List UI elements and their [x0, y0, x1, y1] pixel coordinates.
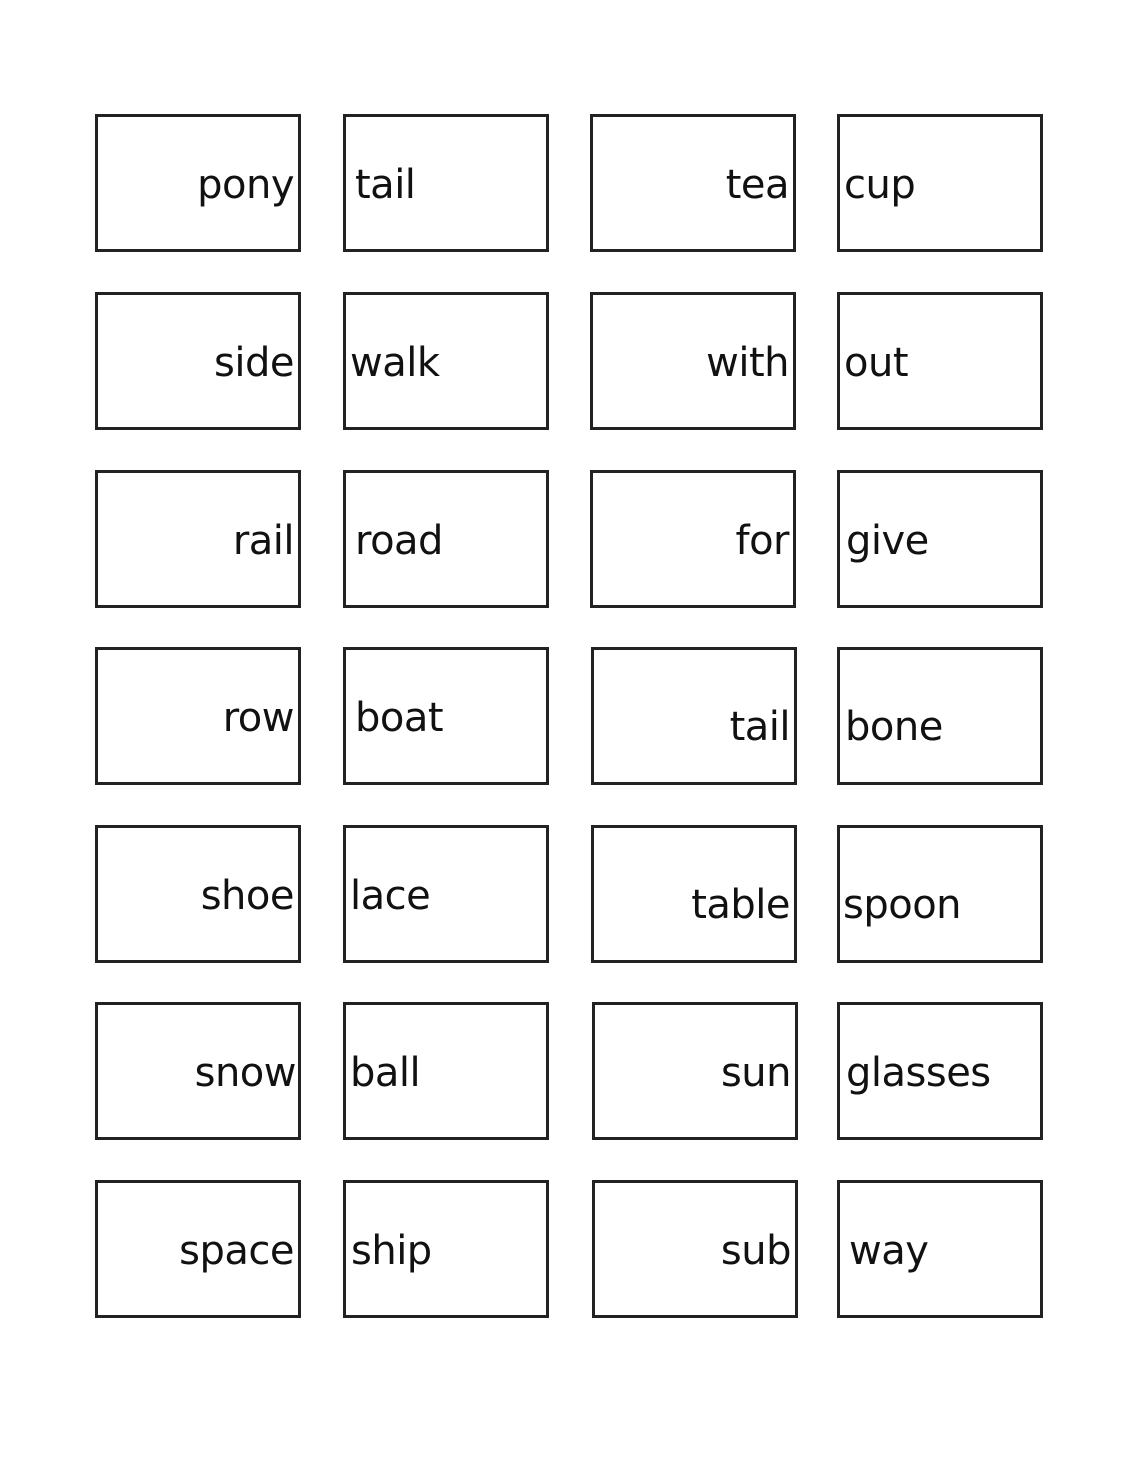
- card-second-10: [837, 825, 1043, 963]
- card-word: road: [355, 518, 443, 564]
- card-word: space: [179, 1228, 294, 1274]
- card-first-4: [590, 292, 796, 430]
- card-second-1: [343, 114, 549, 252]
- card-second-6: [837, 470, 1043, 608]
- card-word: table: [691, 882, 790, 928]
- card-word: out: [844, 340, 909, 386]
- card-first-13: [95, 1180, 301, 1318]
- card-word: boat: [355, 695, 444, 741]
- card-word: walk: [350, 340, 440, 386]
- card-word: sun: [720, 1050, 791, 1096]
- card-word: cup: [844, 162, 916, 208]
- card-second-13: [343, 1180, 549, 1318]
- card-word: ship: [351, 1228, 432, 1274]
- card-first-9: [95, 825, 301, 963]
- card-word: lace: [350, 873, 431, 919]
- card-first-14: [592, 1180, 798, 1318]
- card-first-1: [95, 114, 301, 252]
- card-first-8: [591, 647, 797, 785]
- card-word: give: [846, 518, 929, 564]
- card-first-11: [95, 1002, 301, 1140]
- card-second-3: [343, 292, 549, 430]
- card-word: snow: [194, 1050, 296, 1096]
- card-second-9: [343, 825, 549, 963]
- card-second-14: [837, 1180, 1043, 1318]
- card-second-4: [837, 292, 1043, 430]
- card-word: with: [706, 340, 789, 386]
- card-second-12: [837, 1002, 1043, 1140]
- card-second-8: [837, 647, 1043, 785]
- card-first-3: [95, 292, 301, 430]
- card-word: way: [849, 1228, 929, 1274]
- card-word: shoe: [200, 873, 294, 919]
- card-word: tail: [729, 704, 790, 750]
- card-word: pony: [197, 162, 294, 208]
- card-first-10: [591, 825, 797, 963]
- card-second-5: [343, 470, 549, 608]
- card-word: glasses: [846, 1050, 991, 1096]
- card-first-12: [592, 1002, 798, 1140]
- card-word: row: [222, 695, 294, 741]
- card-word: tea: [725, 162, 789, 208]
- card-first-7: [95, 647, 301, 785]
- card-second-2: [837, 114, 1043, 252]
- card-word: spoon: [843, 882, 962, 928]
- card-first-5: [95, 470, 301, 608]
- card-second-11: [343, 1002, 549, 1140]
- card-word: bone: [845, 704, 943, 750]
- card-first-6: [590, 470, 796, 608]
- card-word: rail: [232, 518, 294, 564]
- card-word: for: [735, 518, 789, 564]
- card-word: tail: [355, 162, 416, 208]
- card-word: sub: [720, 1228, 791, 1274]
- card-first-2: [590, 114, 796, 252]
- card-word: ball: [350, 1050, 421, 1096]
- card-word: side: [214, 340, 294, 386]
- card-second-7: [343, 647, 549, 785]
